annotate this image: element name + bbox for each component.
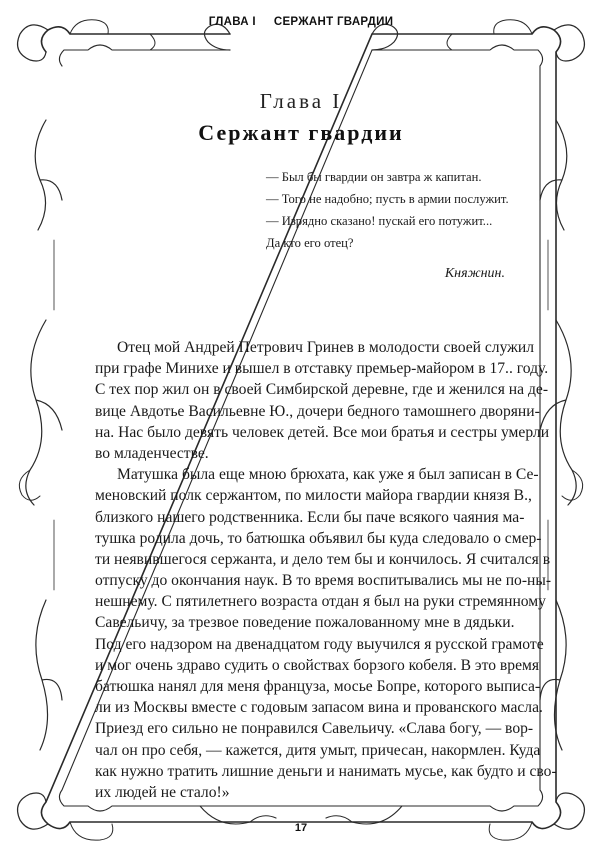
text-line: вице Авдотье Васильевне Ю., дочери бедного тамошнего дворяни- [95, 402, 540, 420]
body-text [95, 337, 557, 803]
text-line: близкого нашего родственника. Если бы паче всякого чаяния ма- [95, 508, 525, 526]
text-line: во младенчестве. [95, 444, 209, 462]
page-number: 17 [294, 822, 308, 834]
running-head [0, 16, 602, 28]
epigraph-author: Княжнин. [444, 266, 505, 281]
text-line: Матушка была еще мною брюхата, как уже я был записан в Се- [117, 466, 539, 484]
text-line: на. Нас было девять человек детей. Все мои братья и сестры умерли [95, 423, 550, 441]
epigraph-line: Да кто его отец? [266, 236, 354, 250]
text-line: батюшка нанял для меня француза, мосье Бопре, которого выписа- [95, 678, 541, 695]
running-head-title: СЕРЖАНТ ГВАРДИИ [273, 16, 394, 28]
text-line: и мог очень здраво судить о свойствах борзого кобеля. В это время [95, 656, 540, 674]
epigraph-line: — Изрядно сказано! пускай его потужит... [266, 214, 493, 228]
epigraph-line: — Был бы гвардии он завтра ж капитан. [266, 170, 482, 184]
running-head-chapter: ГЛАВА I [208, 16, 256, 28]
text-line: при графе Минихе и вышел в отставку премьер-майором в 17.. году. [95, 360, 549, 378]
text-line: как нужно тратить лишние деньги и нанимать мусье, как будто и сво- [95, 762, 557, 780]
chapter-label: Глава I [259, 89, 343, 113]
text-line: Приезд его сильно не понравился Савельичу. «Слава богу, — вор- [95, 720, 534, 738]
paragraph-1 [95, 337, 550, 464]
text-line: С тех пор жил он в своей Симбирской деревне, где и женился на де- [95, 381, 549, 399]
text-line: Отец мой Андрей Петрович Гринев в молодости своей служил [117, 339, 535, 356]
text-line: ти неявившегося сержанта, и дело тем бы и кончилось. Я считался в [95, 550, 551, 568]
text-line: меновский полк сержантом, по милости майора гвардии князя В., [95, 487, 532, 505]
text-line: их людей не стало!» [95, 783, 230, 801]
text-line: нешнему. С пятилетнего возраста отдан я был на руки стремянному [95, 593, 546, 611]
text-line: Под его надзором на двенадцатом году выучился я русской грамоте [95, 635, 544, 653]
chapter-title: Сержант гвардии [198, 120, 404, 145]
text-line: отпуску до окончания наук. В то время воспитывались мы не по-ны- [95, 572, 552, 590]
text-line: тушка родила дочь, то батюшка объявил бы куда следовало о смер- [95, 529, 542, 547]
paragraph-2 [95, 464, 557, 803]
text-line: Савельичу, за трезвое поведение пожалованному мне в дядьки. [95, 614, 515, 632]
epigraph [266, 166, 516, 254]
text-line: чал он про себя, — кажется, дитя умыт, причесан, накормлен. Куда [95, 741, 541, 759]
text-line: ли из Москвы вместе с годовым запасом вина и прованского масла. [95, 699, 543, 717]
epigraph-line: — Того не надобно; пусть в армии послужит. [266, 192, 509, 206]
